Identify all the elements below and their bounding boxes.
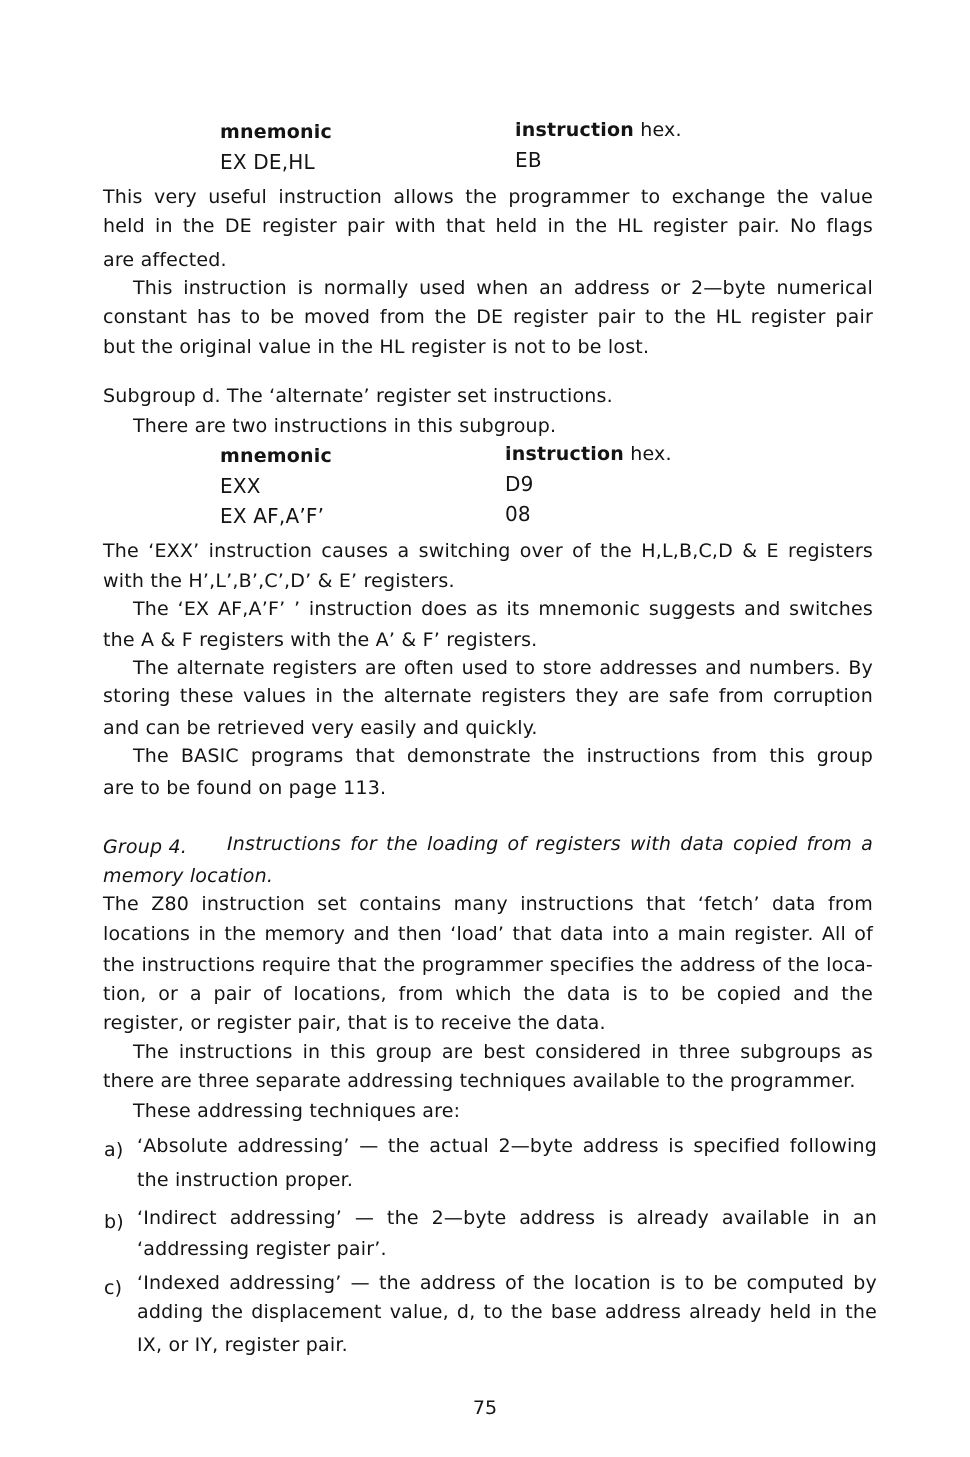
list-item-label: b) <box>104 1211 124 1233</box>
text-line: the instructions require that the programmer specifies the address of the loca- <box>103 954 873 976</box>
text-line: IX, or IY, register pair. <box>137 1334 348 1356</box>
text-line: but the original value in the HL register is not to be lost. <box>103 336 650 358</box>
text-line: ‘Absolute addressing’ — the actual 2—byte address is specified following <box>137 1135 877 1157</box>
text-line: held in the DE register pair with that held in the HL register pair. No flags <box>103 215 873 237</box>
text-line: are to be found on page 113. <box>103 777 387 799</box>
table-header-mnemonic: mnemonic <box>220 121 332 143</box>
text-line: adding the displacement value, d, to the base address already held in the <box>137 1301 877 1323</box>
table-cell-hex: D9 <box>505 472 534 496</box>
table-cell-mnemonic: EX DE,HL <box>220 150 315 174</box>
text-line: This instruction is normally used when an address or 2—byte numerical <box>133 277 873 299</box>
subgroup-d-heading: Subgroup d. The ‘alternate’ register set instructions. <box>103 385 613 407</box>
text-line: with the H’,L’,B’,C’,D’ & E’ registers. <box>103 570 455 592</box>
text-line: locations in the memory and then ‘load’ that data into a main register. All of <box>103 923 873 945</box>
text-line: This very useful instruction allows the programmer to exchange the value <box>103 186 873 208</box>
subgroup-d-intro: There are two instructions in this subgroup. <box>133 415 557 437</box>
table-cell-hex: 08 <box>505 502 531 526</box>
table-cell-mnemonic: EXX <box>220 474 261 498</box>
text-line: constant has to be moved from the DE register pair to the HL register pair <box>103 306 873 328</box>
table-cell-hex: EB <box>515 148 542 172</box>
text-line: the A & F registers with the A’ & F’ registers. <box>103 629 538 651</box>
text-line: The alternate registers are often used to store addresses and numbers. By <box>133 657 873 679</box>
text-line: storing these values in the alternate registers they are safe from corruption <box>103 685 873 707</box>
text-line: and can be retrieved very easily and quickly. <box>103 717 538 739</box>
table-header-instruction: instruction <box>505 443 624 465</box>
group-4-label: Group 4. <box>103 836 188 858</box>
text-line: ‘addressing register pair’. <box>137 1238 387 1260</box>
text-line: there are three separate addressing techniques available to the programmer. <box>103 1070 856 1092</box>
list-item-label: a) <box>104 1139 124 1161</box>
text-line: register, or register pair, that is to receive the data. <box>103 1012 606 1034</box>
table-header-instruction-hex <box>505 442 672 466</box>
text-line: tion, or a pair of locations, from which the data is to be copied and the <box>103 983 873 1005</box>
group-4-title: Instructions for the loading of registers with data copied from a <box>227 833 873 855</box>
text-line: ‘Indexed addressing’ — the address of the location is to be computed by <box>137 1272 877 1294</box>
page-number: 75 <box>472 1397 498 1419</box>
text-line: the instruction proper. <box>137 1169 354 1191</box>
text-line: are affected. <box>103 249 227 271</box>
paragraph-addressing-techniques: These addressing techniques are: <box>133 1100 461 1122</box>
table-header-mnemonic: mnemonic <box>220 445 332 467</box>
table-cell-mnemonic: EX AF,A’F’ <box>220 504 325 528</box>
table-header-hex: hex. <box>623 443 672 465</box>
table-header-instruction: instruction <box>515 119 634 141</box>
text-line: The Z80 instruction set contains many instructions that ‘fetch’ data from <box>103 893 873 915</box>
list-item-label: c) <box>104 1277 123 1299</box>
group-4-title-continued: memory location. <box>103 865 274 887</box>
text-line: The ‘EXX’ instruction causes a switching over of the H,L,B,C,D & E registers <box>103 540 873 562</box>
text-line: The instructions in this group are best considered in three subgroups as <box>133 1041 873 1063</box>
text-line: ‘Indirect addressing’ — the 2—byte address is already available in an <box>137 1207 877 1229</box>
text-line: The ‘EX AF,A’F’ ’ instruction does as its mnemonic suggests and switches <box>133 598 873 620</box>
text-line: The BASIC programs that demonstrate the instructions from this group <box>133 745 873 767</box>
table-header-hex: hex. <box>633 119 682 141</box>
table-header-instruction-hex <box>515 118 682 142</box>
